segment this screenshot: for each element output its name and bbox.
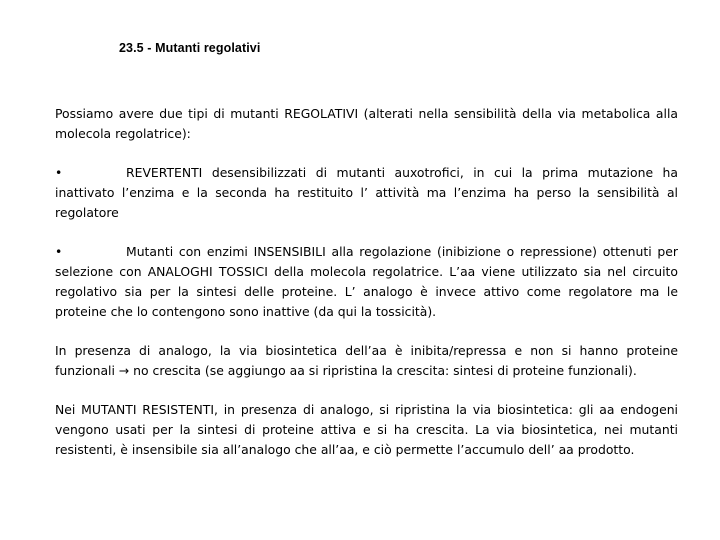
paragraph-text: Nei MUTANTI RESISTENTI, in presenza di analogo, si ripristina la via biosintetica: gli aa endogeni vengono usati per la sintesi di proteine attiva e si ha crescita. La via biosintetica, nei mutanti resistenti, è insensibile sia all’analogo che all’aa, e ciò permette l’accumulo dell’ aa prodotto. bbox=[55, 402, 678, 457]
paragraph-text: Mutanti con enzimi INSENSIBILI alla regolazione (inibizione o repressione) ottenuti per selezione con ANALOGHI TOSSICI della molecola regolatrice. L’aa viene utilizzato sia nel circuito regolativo sia per la sintesi delle proteine. L’ analogo è invece attivo come regolatore ma le proteine che lo contengono sono inattive (da qui la tossicità). bbox=[55, 244, 678, 319]
paragraph-analogo bbox=[55, 341, 678, 381]
document-body bbox=[55, 104, 678, 460]
paragraph-intro bbox=[55, 104, 678, 144]
bullet-icon: • bbox=[55, 165, 63, 180]
paragraph-resistenti bbox=[55, 400, 678, 460]
bullet-icon: • bbox=[55, 244, 63, 259]
bullet-item-revertenti bbox=[55, 163, 678, 223]
paragraph-text: In presenza di analogo, la via biosintetica dell’aa è inibita/repressa e non si hanno proteine funzionali → no crescita (se aggiungo aa si ripristina la crescita: sintesi di proteine funzionali). bbox=[55, 343, 678, 378]
paragraph-text: REVERTENTI desensibilizzati di mutanti auxotrofici, in cui la prima mutazione ha inattivato l’enzima e la seconda ha restituito l’ attività ma l’enzima ha perso la sensibilità al regolatore bbox=[55, 165, 678, 220]
bullet-item-insensibili bbox=[55, 242, 678, 322]
paragraph-text: Possiamo avere due tipi di mutanti REGOLATIVI (alterati nella sensibilità della via metabolica alla molecola regolatrice): bbox=[55, 106, 678, 141]
section-heading: 23.5 - Mutanti regolativi bbox=[119, 41, 261, 55]
